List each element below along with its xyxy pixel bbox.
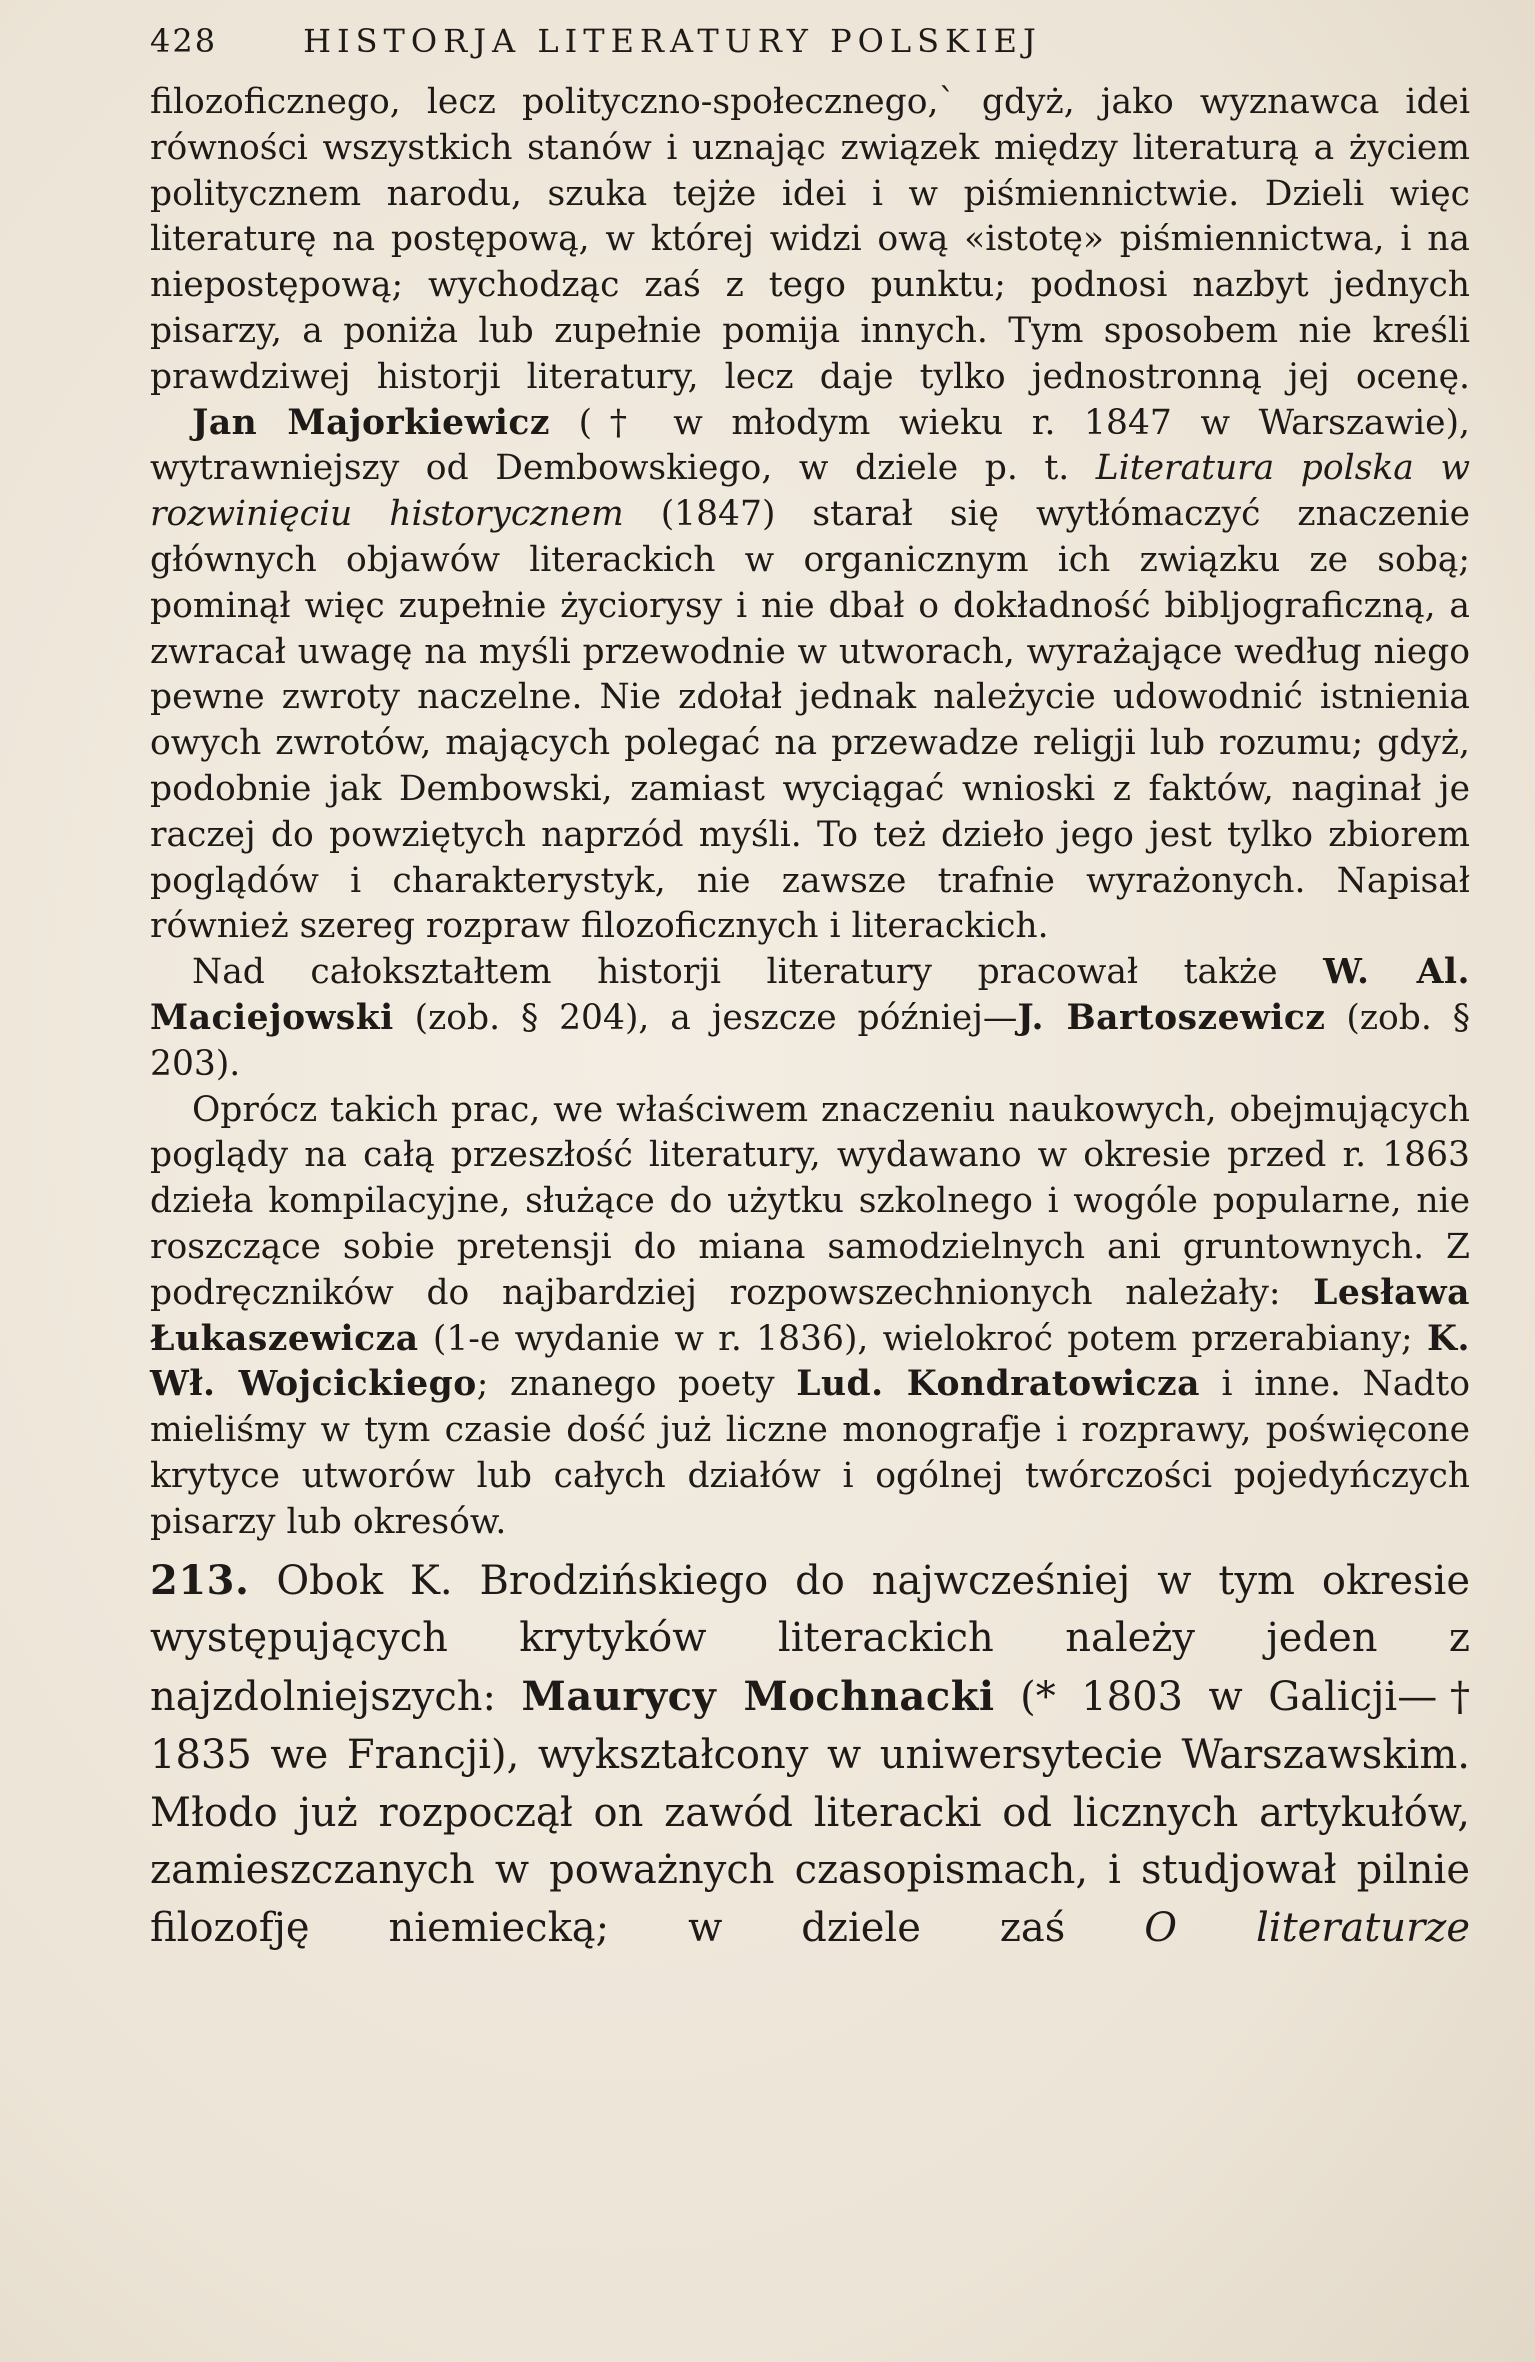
paragraph-maciejowski bbox=[150, 950, 1470, 1087]
text-run: Nad całokształtem historji literatury pracował także bbox=[192, 952, 1324, 993]
section-213-mochnacki bbox=[150, 1552, 1470, 1959]
bold-name-run: K. Wł. Wojcickiego bbox=[150, 1318, 1470, 1405]
running-head bbox=[150, 22, 1470, 60]
body-text bbox=[150, 80, 1470, 1958]
bold-name-run: Jan Majorkiewicz bbox=[192, 402, 551, 443]
text-run: Oprócz takich prac, we właściwem znaczeniu naukowych, obejmujących poglądy na całą przeszłość literatury, wydawano w okresie przed r. 1863 dzieła kompilacyjne, służące do użytku szkolnego i wogóle popularne, nie roszczące sobie pretensji do miana samodzielnych ani gruntownych. Z podręczników do najbardziej rozpowszechnionych należały: bbox=[150, 1089, 1470, 1313]
bold-name-run: Lesława Łukaszewicza bbox=[150, 1272, 1470, 1359]
text-run: i inne. Nadto mieliśmy w tym czasie dość już liczne monografje i rozprawy, poświęcone krytyce utworów lub całych działów i ogólnej twórczości pojedyńczych pisarzy lub okresów. bbox=[150, 1364, 1471, 1542]
text-run: (1847) starał się wytłómaczyć znaczenie głównych objawów literackich w organicznym ich związku ze sobą; pominął więc zupełnie życiorysy i nie dbał o dokładność bibljograficzną, a zwracał uwagę na myśli przewodnie w utworach, wyrażające według niego pewne zwroty naczelne. Nie zdołał jednak należycie udowodnić istnienia owych zwrotów, mających polegać na przewadze religji lub rozumu; gdyż, podobnie jak Dembowski, zamiast wyciągać wnioski z faktów, naginał je raczej do powziętych naprzód myśli. To też dzieło jego jest tylko zbiorem poglądów i charakterystyk, nie zawsze trafnie wyrażonych. Napisał również szereg rozpraw filozoficznych i literackich. bbox=[150, 494, 1470, 947]
bold-name-run: Maurycy Mochnacki bbox=[521, 1673, 995, 1721]
page-number: 428 bbox=[150, 22, 218, 60]
bold-name-run: J. Bartoszewicz bbox=[1017, 997, 1326, 1038]
paragraph-majorkiewicz bbox=[150, 401, 1470, 951]
bold-name-run: W. Al. Maciejowski bbox=[150, 952, 1471, 1038]
paragraph-compilations bbox=[150, 1088, 1470, 1546]
bold-name-run: 213. bbox=[150, 1556, 250, 1604]
text-run: (* 1803 w Galicji—† 1835 we Francji), wykształcony w uniwersytecie Warszawskim. Młodo już rozpoczął on zawód literacki od licznych artykułów, zamieszczanych w poważnych czasopismach, i studjował pilnie filozofję niemiecką; w dziele zaś bbox=[150, 1674, 1471, 1952]
italic-title-run: O literaturze bbox=[1144, 1905, 1471, 1952]
text-run: (1-e wydanie w r. 1836), wielokroć potem przerabiany; bbox=[418, 1318, 1427, 1359]
text-run: filozoficznego, lecz polityczno-społecznego,` gdyż, jako wyznawca idei równości wszystkich stanów i uznając związek między literaturą a życiem politycznem narodu, szuka tejże idei i w piśmiennictwie. Dzieli więc literaturę na postępową, w której widzi ową «istotę» piśmiennictwa, i na niepostępową; wychodząc zaś z tego punktu; podnosi nazbyt jednych pisarzy, a poniża lub zupełnie pomija innych. Tym sposobem nie kreśli prawdziwej historji literatury, lecz daje tylko jednostronną jej ocenę. bbox=[150, 82, 1470, 397]
text-run: († w młodym wieku r. 1847 w Warszawie), wytrawniejszy od Dembowskiego, w dziele p. t. bbox=[150, 402, 1470, 489]
text-run: (zob. § 204), a jeszcze później— bbox=[393, 997, 1018, 1038]
running-title: HISTORJA LITERATURY POLSKIEJ bbox=[303, 22, 1042, 60]
text-run: ; znanego poety bbox=[476, 1364, 797, 1405]
text-run: Obok K. Brodzińskiego do najwcześniej w tym okresie występujących krytyków literackich należy jeden z najzdolniejszych: bbox=[150, 1557, 1470, 1721]
paragraph-dembowski-continuation bbox=[150, 80, 1470, 401]
italic-title-run: Literatura polska w rozwinięciu historycznem bbox=[150, 448, 1470, 535]
text-run: (zob. § 203). bbox=[150, 997, 1470, 1084]
bold-name-run: Lud. Kondratowicza bbox=[796, 1364, 1200, 1405]
